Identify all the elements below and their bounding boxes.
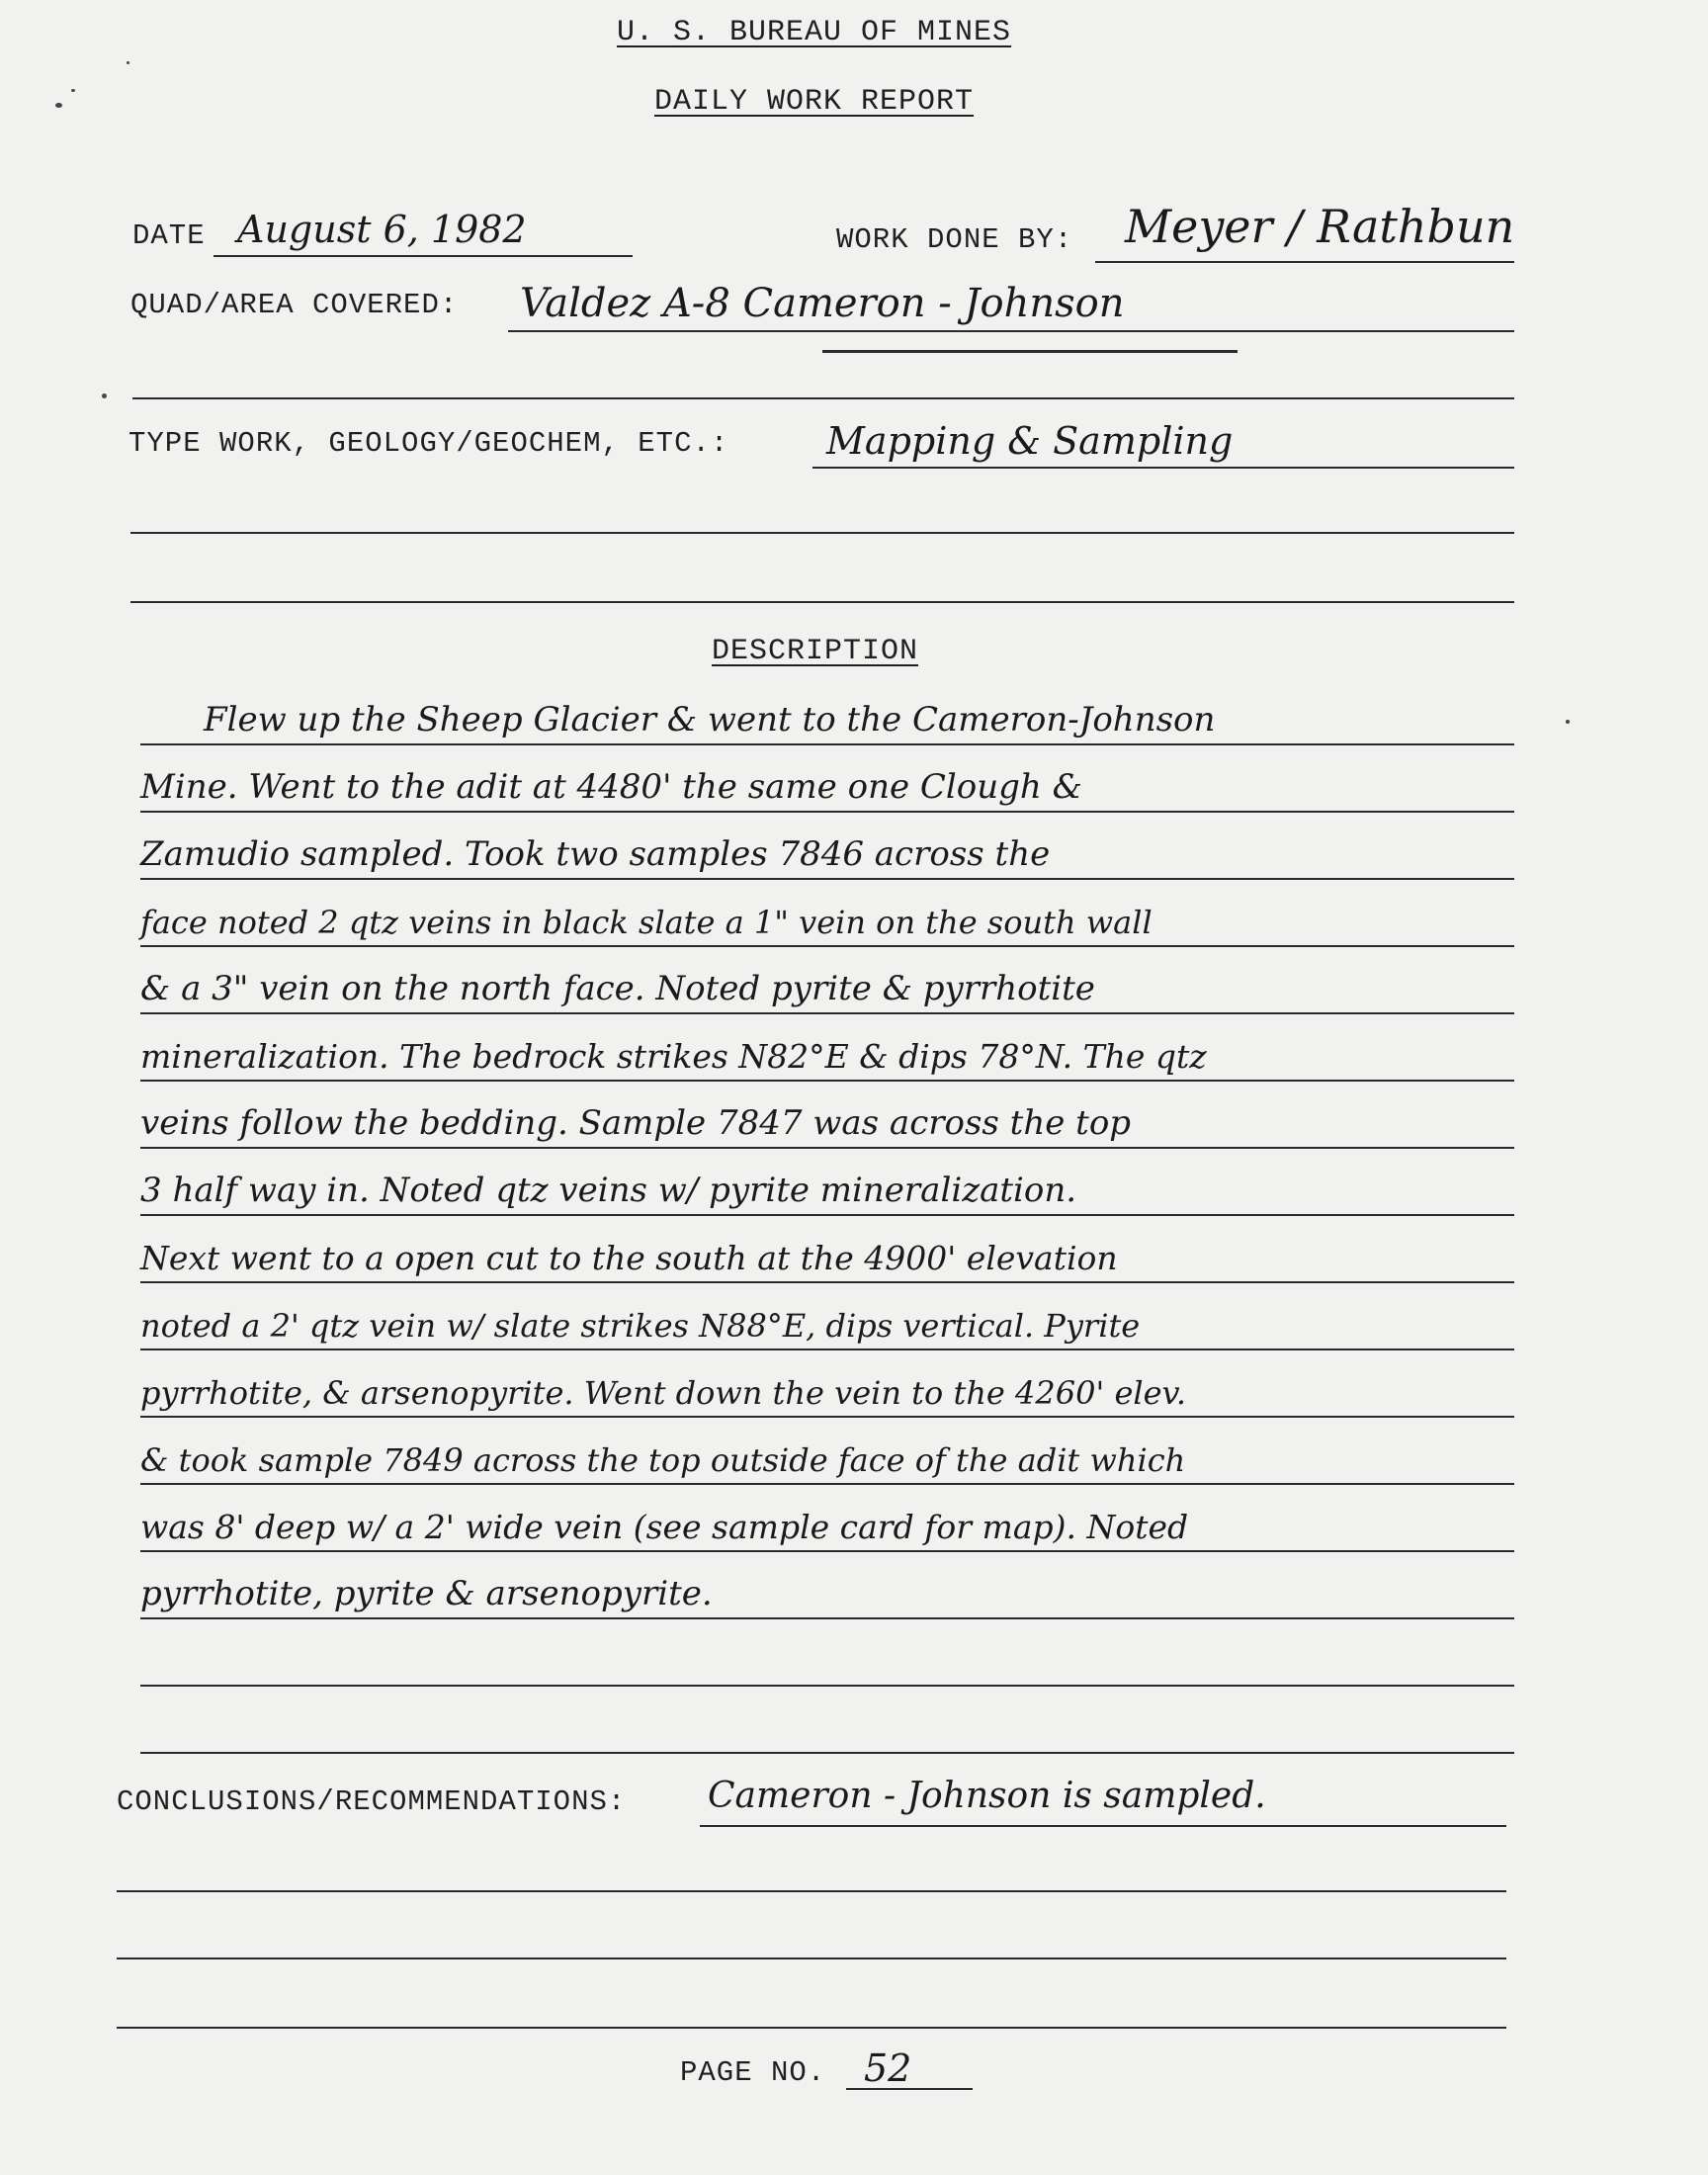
description-line-text: Mine. Went to the adit at 4480' the same one Clough & [140,767,1082,807]
description-line-text: Zamudio sampled. Took two samples 7846 across the [140,834,1051,874]
conclusions-underline [700,1825,1506,1827]
description-heading: DESCRIPTION [712,635,919,668]
description-line-text: & a 3" vein on the north face. Noted pyrite & pyrrhotite [140,969,1095,1008]
work-done-by-value: Meyer / Rathbun [1125,200,1515,253]
scan-speck [127,61,129,64]
description-line-text: noted a 2' qtz vein w/ slate strikes N88°E, dips vertical. Pyrite [140,1307,1141,1345]
date-label: DATE [132,219,206,252]
description-line [140,1619,1514,1687]
quad-area-value: Valdez A-8 Cameron - Johnson [520,281,1125,326]
description-line-text: pyrrhotite, pyrite & arsenopyrite. [140,1574,713,1613]
page-number-value: 52 [864,2046,912,2090]
type-work-label: TYPE WORK, GEOLOGY/GEOCHEM, ETC.: [128,427,729,460]
description-line [140,1216,1514,1283]
quad-area-label: QUAD/AREA COVERED: [130,289,459,321]
conclusions-extra-line-3 [117,2027,1506,2029]
date-underline [214,255,633,257]
description-line [140,1082,1514,1149]
description-line [140,1149,1514,1216]
description-line-text: pyrrhotite, & arsenopyrite. Went down the vein to the 4260' elev. [140,1374,1186,1412]
work-done-by-label: WORK DONE BY: [836,223,1073,256]
type-work-extra-line-2 [130,601,1514,603]
description-line-rule [140,1752,1514,1754]
description-line-text: Next went to a open cut to the south at the 4900' elevation [140,1239,1118,1277]
description-line-text: 3 half way in. Noted qtz veins w/ pyrite mineralization. [140,1171,1077,1210]
quad-area-underline [508,330,1514,332]
date-value: August 6, 1982 [237,208,527,251]
description-line [140,813,1514,880]
agency-title: U. S. BUREAU OF MINES [617,16,1012,49]
conclusions-label: CONCLUSIONS/RECOMMENDATIONS: [117,1785,627,1818]
description-line [140,678,1514,745]
description-line-text: was 8' deep w/ a 2' wide vein (see sample card for map). Noted [140,1508,1189,1546]
work-done-by-underline [1095,261,1514,263]
description-line [140,1485,1514,1552]
type-work-value: Mapping & Sampling [826,419,1234,463]
scan-speck [1566,720,1570,724]
scan-speck [102,393,107,398]
description-line [140,1014,1514,1082]
description-line-text: mineralization. The bedrock strikes N82°E & dips 78°N. The qtz [140,1037,1207,1076]
description-line-text: face noted 2 qtz veins in black slate a 1" vein on the south wall [140,904,1153,941]
description-line [140,1350,1514,1418]
description-line-text: Flew up the Sheep Glacier & went to the Cameron-Johnson [204,700,1216,740]
description-line [140,880,1514,947]
description-line-text: veins follow the bedding. Sample 7847 was across the top [140,1103,1132,1143]
scan-speck [71,89,75,92]
conclusions-value: Cameron - Johnson is sampled. [708,1776,1266,1816]
type-work-extra-line-1 [130,532,1514,534]
description-line [140,1418,1514,1485]
conclusions-extra-line-1 [117,1890,1506,1892]
conclusions-extra-line-2 [117,1958,1506,1959]
scan-speck [55,103,62,108]
report-title: DAILY WORK REPORT [654,85,975,119]
page-number-label: PAGE NO. [680,2056,826,2089]
description-line [140,1687,1514,1754]
description-line-text: & took sample 7849 across the top outside face of the adit which [140,1441,1186,1479]
description-line [140,1552,1514,1619]
description-line [140,745,1514,813]
description-line [140,1283,1514,1350]
quad-area-extra-line [132,397,1514,399]
quad-area-emphasis-stroke [822,350,1238,353]
description-line [140,947,1514,1014]
type-work-underline [812,467,1514,469]
